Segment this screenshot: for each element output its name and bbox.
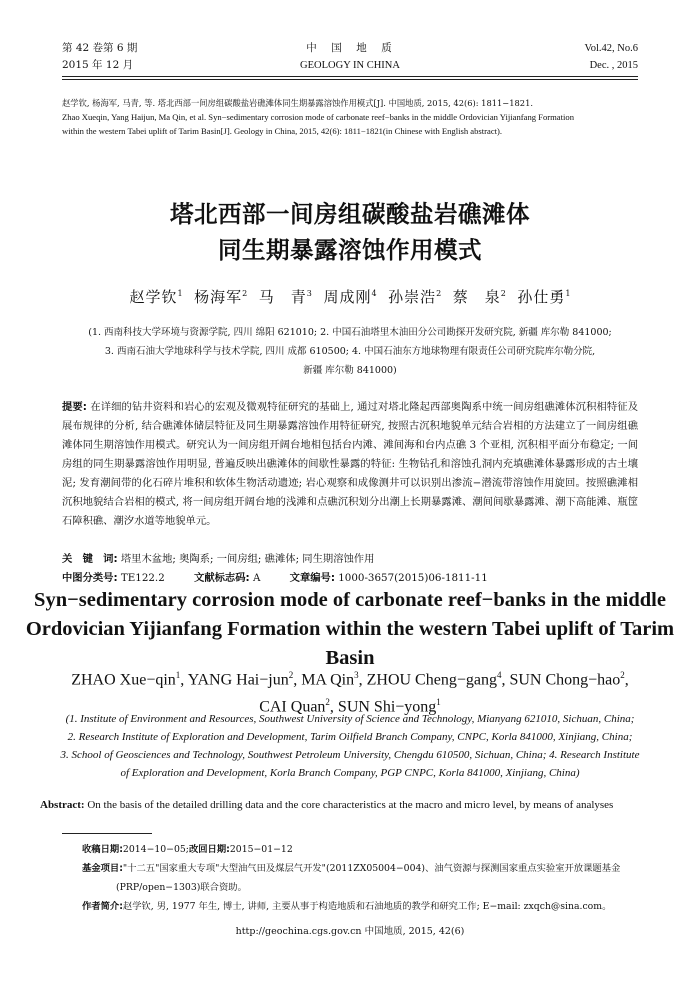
affiliation-cn-line2: 3. 西南石油大学地球科学与技术学院, 四川 成都 610500; 4. 中国石油东方地球物理有限责任公司研究院库尔勒分院, xyxy=(104,346,596,357)
author-cn-sup: 4 xyxy=(371,289,377,298)
abstract-cn-label: 提要: xyxy=(62,401,87,413)
author-en-sup: 4 xyxy=(496,670,502,680)
footer-url[interactable]: http://geochina.cgs.gov.cn 中国地质, 2015, 42(6) xyxy=(235,926,465,937)
author-en: SUN Chong−hao xyxy=(509,671,621,689)
author-cn: 赵学钦 xyxy=(129,288,178,306)
author-en-sup: 2 xyxy=(325,697,330,708)
clc-value: TE122.2 xyxy=(120,572,165,584)
author-cn: 周成刚 xyxy=(323,288,372,306)
abstract-cn-text: 在详细的钻井资料和岩心的宏观及微观特征研究的基础上, 通过对塔北隆起西部奥陶系中统一间房组礁滩体沉积相特征及展布规律的分析, 结合礁滩体储层特征及同生期暴露溶蚀作用特征研究, 按照古沉积地貌单元结合岩相的方法建立了一间房组礁滩体同生期溶蚀作用模式。研究认为一间房组开阔台地相包括台内滩、滩间海和台内点礁 3 个亚相, 沉积相平面分布稳定; 一间房组的同生期暴露溶蚀作用明显, 普遍反映出礁滩体的间歇性暴露的特征: 生物钻孔和溶蚀孔洞内充填礁滩体暴露形成的古土壤泥; 发育潮间带的化石碎片堆积和软体生物活动遗迹; 岩心观察和成像测井可以识别出渗流−潜流带溶蚀作用旋回。按照礁滩相沉积地貌结合岩相的模式, 将一间房组开阔台地的浅滩和点礁沉积划分出潮上长期暴露滩、潮间间歇暴露滩、潮下高能滩、瓶筐石障积礁、潮汐水道等地貌单元。 xyxy=(62,401,638,527)
title-en-line1: Syn−sedimentary corrosion mode of carbonate reef−banks in the middle xyxy=(34,589,666,611)
affiliation-en-line3: 3. School of Geosciences and Technology, Southwest Petroleum University, Chengdu 610500, Sichuan, China; 4. Research Institute xyxy=(60,749,640,761)
citation-en-line1: Zhao Xueqin, Yang Haijun, Ma Qin, et al. Syn−sedimentary corrosion mode of carbonate reef−banks in the middle Ordovician Yijianfang Formation xyxy=(62,112,574,122)
affiliation-en-line1: (1. Institute of Environment and Resources, Southwest University of Science and Technology, Mianyang 621010, Sichuan, China; xyxy=(65,713,635,725)
abstract-cn xyxy=(62,398,638,531)
keywords-cn xyxy=(62,550,638,569)
author-cn: 马 青 xyxy=(258,288,307,306)
title-cn-line1: 塔北西部一间房组碳酸盐岩礁滩体 xyxy=(170,200,530,228)
affiliation-en-line2: 2. Research Institute of Exploration and Development, Tarim Oilfield Branch Company, CNPC, Korla 841000, Xinjiang, China; xyxy=(67,731,633,743)
author-bio-line xyxy=(82,897,642,916)
author-en-sup: 2 xyxy=(620,670,625,680)
article-no-value: 1000-3657(2015)06-1811-11 xyxy=(338,572,488,584)
author-cn: 孙仕勇 xyxy=(517,288,566,306)
affiliation-cn-line3: 新疆 库尔勒 841000) xyxy=(303,365,397,376)
citation-cn: 赵学钦, 杨海军, 马青, 等. 塔北西部一间房组碳酸盐岩礁滩体同生期暴露溶蚀作用模式[J]. 中国地质, 2015, 42(6): 1811−1821. xyxy=(62,98,533,108)
author-en: MA Qin xyxy=(301,671,355,689)
author-en: SUN Shi−yong xyxy=(337,698,437,716)
citation-en-line2: within the western Tabei uplift of Tarim Basin[J]. Geology in China, 2015, 42(6): 1811−1821(in Chinese with English abstract). xyxy=(62,126,503,136)
dates-line xyxy=(82,840,642,859)
abstract-en xyxy=(40,797,660,813)
journal-name-cn: 中 国 地 质 xyxy=(306,42,394,54)
author-cn-sup: 1 xyxy=(565,289,571,298)
running-header xyxy=(62,40,638,80)
author-cn-sup: 3 xyxy=(306,289,312,298)
revised-label: 改回日期: xyxy=(188,844,230,855)
affiliation-en-line4: of Exploration and Development, Korla Branch Company, PGP CNPC, Korla 841000, Xinjiang, China) xyxy=(120,767,580,779)
doc-code-value: A xyxy=(252,572,261,584)
clc-label: 中图分类号: xyxy=(62,572,118,584)
author-en-sup: 1 xyxy=(436,697,441,708)
volume-en: Vol.42, No.6 xyxy=(584,43,638,54)
author-cn-sup: 1 xyxy=(177,289,183,298)
fund-line2: (PRP/open−1303)联合资助。 xyxy=(116,882,247,893)
title-cn xyxy=(0,196,700,268)
title-en xyxy=(0,586,700,673)
title-en-line2: Ordovician Yijianfang Formation within the western Tabei uplift of Tarim Basin xyxy=(25,618,675,669)
affiliations-en xyxy=(55,710,645,782)
received-label: 收稿日期: xyxy=(82,844,123,855)
author-bio-text: 赵学钦, 男, 1977 年生, 博士, 讲师, 主要从事于构造地质和石油地质的教学和研究工作; E−mail: zxqch@sina.com。 xyxy=(122,901,612,912)
date-cn: 2015 年 12 月 xyxy=(62,59,134,71)
author-cn-sup: 2 xyxy=(242,289,248,298)
author-en: CAI Quan xyxy=(259,698,326,716)
keywords-cn-text: 塔里木盆地; 奥陶系; 一间房组; 礁滩体; 同生期溶蚀作用 xyxy=(120,553,375,565)
author-cn: 蔡 泉 xyxy=(452,288,501,306)
volume-cn: 第 42 卷第 6 期 xyxy=(62,42,138,54)
revised-date: 2015−01−12 xyxy=(229,844,293,855)
author-en-sup: 2 xyxy=(288,670,294,680)
citation-block xyxy=(62,96,642,138)
author-cn: 杨海军 xyxy=(194,288,243,306)
article-no-label: 文章编号: xyxy=(289,572,335,584)
fund-text: "十二五"国家重大专项"大型油气田及煤层气开发"(2011ZX05004−004)、油气资源与探测国家重点实验室开放课题基金 xyxy=(122,863,621,874)
author-cn: 孙崇浩 xyxy=(388,288,437,306)
date-en: Dec. , 2015 xyxy=(589,60,638,71)
header-rule-top xyxy=(62,76,638,77)
header-right xyxy=(585,40,638,74)
keywords-cn-label: 关 键 词: xyxy=(62,553,118,565)
title-cn-line2: 同生期暴露溶蚀作用模式 xyxy=(218,236,482,264)
footnote-rule xyxy=(62,833,152,834)
header-rule-bottom xyxy=(62,79,638,80)
fund-label: 基金项目: xyxy=(82,863,123,874)
author-cn-sup: 2 xyxy=(436,289,442,298)
fund-line xyxy=(82,859,642,878)
authors-cn xyxy=(0,286,700,307)
affiliations-cn xyxy=(50,323,650,380)
author-en: ZHAO Xue−qin xyxy=(71,671,176,689)
author-en-sup: 1 xyxy=(175,670,181,680)
header-center xyxy=(62,40,638,74)
authors-en: ZHAO Xue−qin$^1$, YANG Hai−jun$^2$, MA Qin$^3$, ZHOU Cheng−gang$^4$, SUN Chong−hao$^2$, CAI Quan$^2$, SUN Shi−yong$^1$ xyxy=(71,670,629,716)
received-date: 2014−10−05; xyxy=(122,844,189,855)
journal-name-en: GEOLOGY IN CHINA xyxy=(300,60,400,71)
author-en-sup: 3 xyxy=(354,670,359,680)
author-cn-sup: 2 xyxy=(500,289,506,298)
footnote-block xyxy=(82,840,642,916)
author-bio-label: 作者简介: xyxy=(82,901,123,912)
author-en: ZHOU Cheng−gang xyxy=(366,671,497,689)
doc-code-label: 文献标志码: xyxy=(194,572,250,584)
abstract-en-label: Abstract: xyxy=(40,799,85,811)
affiliation-cn-line1: (1. 西南科技大学环境与资源学院, 四川 绵阳 621010; 2. 中国石油塔里木油田分公司勘探开发研究院, 新疆 库尔勒 841000; xyxy=(88,327,612,338)
abstract-en-text: On the basis of the detailed drilling data and the core characteristics at the macro and micro level, by means of analyses xyxy=(87,799,614,811)
author-en: YANG Hai−jun xyxy=(187,671,289,689)
